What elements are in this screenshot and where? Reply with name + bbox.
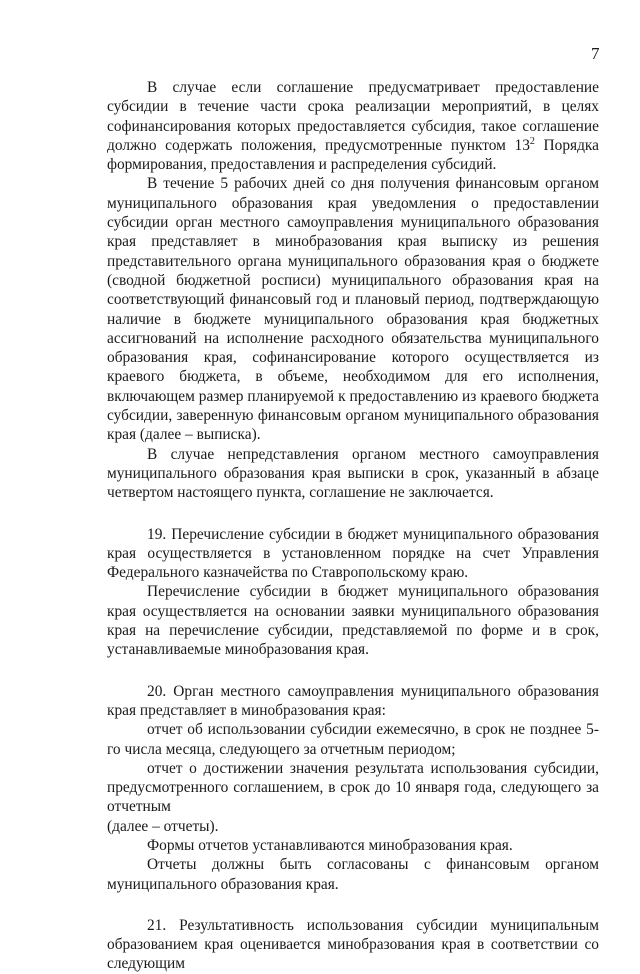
section-19-paragraph: 19. Перечисление субсидии в бюджет муниципального образования края осуществляется в установленном порядке на счет Управления Федерального казначейства по Ставропольскому краю. [107,525,599,582]
page-number: 7 [591,44,600,63]
superscript: 2 [529,135,535,147]
paragraph-text: Порядка формирования, предоставления и распределения субсидий. [107,136,600,174]
paragraph-text: В случае если соглашение предусматривает предоставление субсидии в течение части срока реализации мероприятий, в целях софинансирования которых предоставляется субсидия, такое соглашение должно содержать положения, предусмотренные пунктом 13 [107,79,599,154]
paragraph: Отчеты должны быть согласованы с финансовым органом муниципального образования края. [107,856,599,893]
paragraph: (далее – отчеты). [107,817,219,835]
paragraph: отчет о достижении значения результата использования субсидии, предусмотренного соглашением, в срок до 10 января года, следующего за отчетным [107,759,599,816]
paragraph: отчет об использовании субсидии ежемесячно, в срок не позднее 5-го числа месяца, следующего за отчетным периодом; [107,721,599,758]
paragraph [107,78,599,174]
section-21-paragraph: 21. Результативность использования субсидии муниципальным образованием края оценивается минобразования края в соответствии со следующим [107,916,599,973]
section-20-paragraph: 20. Орган местного самоуправления муниципального образования края представляет в минобразования края: [107,682,599,719]
document-body [107,78,599,974]
paragraph: В течение 5 рабочих дней со дня получения финансовым органом муниципального образования края уведомления о предоставлении субсидии орган местного самоуправления муниципального образования края представляет в минобразования края выписку из решения представительного органа муниципального образования края о бюджете (сводной бюджетной росписи) муниципального образования края на соответствующий финансовый год и плановый период, подтверждающую наличие в бюджете муниципального образования края бюджетных ассигнований на исполнение расходного обязательства муниципального образования края, софинансирование которого осуществляется из краевого бюджета, в объеме, необходимом для его исполнения, включающем размер планируемой к предоставлению из краевого бюджета субсидии, заверенную финансовым органом муниципального образования края (далее – выписка). [107,175,599,444]
paragraph: Перечисление субсидии в бюджет муниципального образования края осуществляется на основании заявки муниципального образования края на перечисление субсидии, представляемой по форме и в срок, устанавливаемые минобразования края. [107,583,599,659]
paragraph: В случае непредставления органом местного самоуправления муниципального образования края выписки в срок, указанный в абзаце четвертом настоящего пункта, соглашение не заключается. [107,445,599,502]
paragraph: Формы отчетов устанавливаются минобразования края. [147,836,513,854]
